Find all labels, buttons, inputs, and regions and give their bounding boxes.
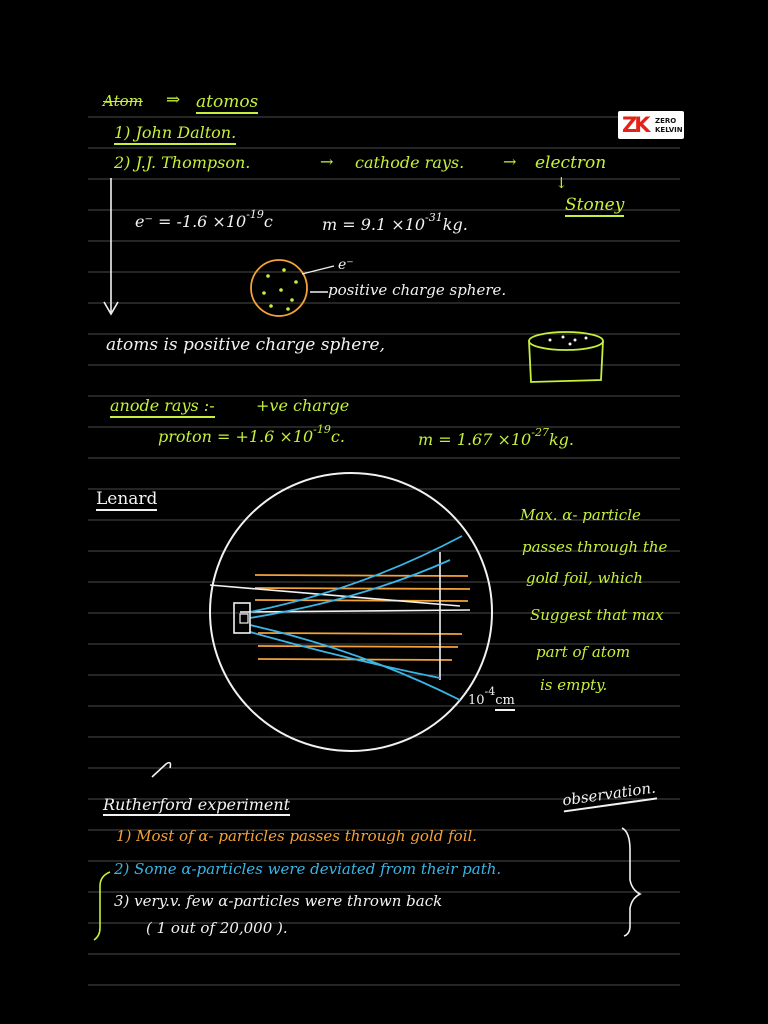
- proton-charge-unit: c.: [330, 427, 345, 446]
- electron-text: electron: [535, 153, 607, 173]
- arrow-right-icon: →: [320, 152, 334, 171]
- arrow-down-icon: ↓: [555, 174, 568, 192]
- proton-charge-exponent: -19: [313, 423, 331, 436]
- electron-mass-unit: kg.: [442, 215, 468, 234]
- electron-dots: [262, 268, 298, 311]
- logo-mark: ZK: [622, 113, 648, 137]
- electron-charge-unit: c: [263, 212, 273, 231]
- alpha-source-core: [240, 614, 248, 623]
- plum-pudding-model: [251, 260, 334, 316]
- logo-text-zero: ZERO: [655, 117, 677, 125]
- left-bracket-icon: [94, 872, 110, 940]
- electron-mass-exponent: -31: [425, 211, 443, 224]
- atom-heading: Atom: [103, 92, 143, 110]
- observation-2: 2) Some α-particles were deviated from their path.: [114, 860, 502, 878]
- observation-text: observation.: [561, 779, 657, 813]
- right-brace-icon: [622, 828, 640, 936]
- positive-charge-text: +ve charge: [256, 396, 350, 415]
- scale-base: 10: [468, 693, 485, 708]
- proton-mass-unit: kg.: [548, 430, 574, 449]
- orange-rays: [255, 575, 470, 660]
- observation-1: 1) Most of α- particles passes through gold foil.: [116, 827, 478, 845]
- observation-3: 3) very.v. few α-particles were thrown back: [114, 892, 443, 910]
- scale-unit: cm: [495, 693, 515, 711]
- side-note-line: Suggest that max: [530, 606, 664, 624]
- lenard-heading: Lenard: [96, 489, 158, 509]
- proton-mass-value: m = 1.67 ×10: [418, 430, 532, 449]
- cylinder-sketch: [529, 332, 603, 382]
- side-note-line: is empty.: [540, 676, 608, 694]
- pointer-arrow-icon: [302, 266, 334, 274]
- proton-charge-value: proton = +1.6 ×10: [158, 427, 314, 446]
- atom-sphere-statement: atoms is positive charge sphere,: [106, 335, 385, 355]
- arrow-right-icon: →: [503, 152, 517, 171]
- stoney-text: Stoney: [565, 195, 625, 215]
- atomos-word: atomos: [196, 92, 259, 112]
- electron-mass-value: m = 9.1 ×10: [322, 215, 426, 234]
- blue-deflected-rays: [250, 536, 462, 700]
- electron-charge-exponent: -19: [246, 208, 264, 221]
- cathode-rays-text: cathode rays.: [355, 153, 465, 172]
- scribble-mark: [152, 763, 171, 777]
- implies-arrow: ⇒: [166, 90, 181, 110]
- scale-exponent: -4: [484, 685, 496, 698]
- side-note-line: gold foil, which: [526, 569, 643, 587]
- anode-rays-text: anode rays :-: [110, 396, 215, 418]
- positive-sphere-icon: [251, 260, 307, 316]
- side-note-line: passes through the: [522, 538, 668, 556]
- sphere-label-text: positive charge sphere.: [328, 281, 507, 299]
- logo-text-kelvin: KELVIN: [655, 126, 683, 134]
- side-note-line: Max. α- particle: [520, 506, 641, 524]
- rutherford-heading: Rutherford experiment: [103, 795, 291, 814]
- thompson-item: 2) J.J. Thompson.: [114, 153, 251, 172]
- side-note-line: part of atom: [536, 643, 631, 661]
- electron-label: e⁻: [338, 257, 354, 273]
- electron-charge-value: e⁻ = -1.6 ×10: [135, 212, 247, 231]
- proton-mass-exponent: -27: [531, 426, 549, 439]
- white-rays: [210, 552, 470, 680]
- observation-3-note: ( 1 out of 20,000 ).: [146, 919, 288, 937]
- dalton-text: 1) John Dalton.: [114, 123, 236, 145]
